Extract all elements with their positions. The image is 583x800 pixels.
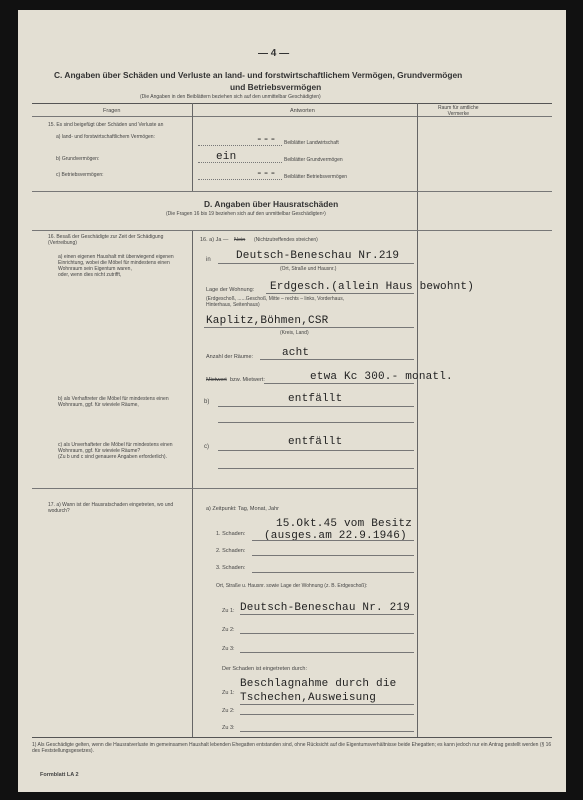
q16-bottom-rule (32, 488, 417, 489)
kreis-line (204, 327, 414, 328)
c-line-1 (218, 450, 414, 451)
answer-16-rooms: acht (282, 347, 310, 359)
answer-15c-count: --- (256, 168, 277, 180)
page-number: — 4 — (258, 48, 290, 59)
rooms-line (260, 359, 414, 360)
col-header-answers: Antworten (290, 108, 315, 114)
question-15a: a) land- und forstwirtschaftlichem Vermögen: (56, 134, 155, 140)
cause-3-line (240, 731, 414, 732)
answer-16b-label: b) (204, 399, 210, 405)
answer-15a-label: Beiblätter Landwirtschaft (284, 140, 339, 146)
damage-1-line-1: 15.Okt.45 vom Besitz (276, 518, 413, 530)
loc-2-label: Zu 2: (222, 627, 235, 633)
lage-caption: (Erdgeschoß, ......Geschoß, Mitte – rechts – links, Vorderhaus, Hinterhaus, Seitenhaus) (206, 296, 345, 308)
question-15c: c) Betriebsvermögen: (56, 172, 104, 178)
cause-1-line (240, 704, 414, 705)
answer-16c-label: c) (204, 444, 209, 450)
answer-16b: entfällt (288, 393, 343, 405)
lage-label: Lage der Wohnung: (206, 287, 255, 293)
section-d-top-rule (32, 230, 552, 231)
section-d-subtitle: (Die Fragen 16 bis 19 beziehen sich auf den unmittelbar Geschädigten¹) (166, 211, 326, 217)
answer-16-lage: Erdgesch.(allein Haus bewohnt) (270, 281, 475, 293)
place-line (218, 263, 414, 264)
cause-1-line-1: Beschlagnahme durch die (240, 678, 397, 690)
answer-15a-line (198, 145, 282, 146)
answer-16-kreis: Kaplitz,Böhmen,CSR (206, 315, 329, 327)
col-divider-1 (192, 103, 193, 191)
table-top-rule (32, 103, 552, 104)
question-16c: c) als Unverhafteter die Möbel für mindestens einen Wohnraum, ggf. für wieviele Räume? (Zu b und c sind genauere Angaben erforderlich). (58, 442, 173, 460)
col-header-notes: Raum für amtliche Vermerke (438, 105, 479, 117)
question-16: 16. Besaß der Geschädigte zur Zeit der Schädigung (Vertreibung) (48, 234, 164, 246)
form-id: Formblatt LA 2 (40, 772, 79, 778)
loc-3-label: Zu 3: (222, 646, 235, 652)
answer-15b-line (198, 162, 282, 163)
answer-15a-count: --- (256, 134, 277, 146)
damage-3-label: 3. Schaden: (216, 565, 246, 571)
question-15b: b) Grundvermögen: (56, 156, 100, 162)
answer-16-rent: etwa Kc 300.- monatl. (310, 371, 453, 383)
answer-15b-label: Beiblätter Grundvermögen (284, 157, 343, 163)
answer-16-place: Deutsch-Beneschau Nr.219 (236, 250, 400, 262)
loc-3-line (240, 652, 414, 653)
cause-1-line-2: Tschechen,Ausweisung (240, 692, 377, 704)
question-15: 15. Es sind beigefügt über Schäden und Verluste an (48, 122, 164, 128)
damage-1-line (252, 540, 414, 541)
section-c-title-line2: und Betriebsvermögen (230, 82, 322, 92)
section-c-title: C. Angaben über Schäden und Verluste an land- und forstwirtschaftlichem Vermögen, Grundvermögen (54, 70, 463, 80)
damage-2-label: 2. Schaden: (216, 548, 246, 554)
question-16a: a) einen eigenen Haushalt mit überwiegend eigenen Einrichtung, wobei die Möbel für mindestens einen Wohnraum sein Eigentum waren, oder, wenn dies nicht zutrifft, (58, 254, 174, 278)
table-bottom-rule (32, 737, 552, 738)
rent-label: bzw. Mietwert: (230, 377, 265, 383)
b-line-1 (218, 406, 414, 407)
cause-label: Der Schaden ist eingetreten durch: (222, 666, 307, 672)
kreis-caption: (Kreis, Land) (280, 330, 309, 336)
lage-line (266, 293, 414, 294)
damage-2-line (252, 555, 414, 556)
document-page (18, 10, 566, 792)
section-d-title: D. Angaben über Hausratschäden (204, 199, 339, 209)
place-caption: (Ort, Straße und Hausnr.) (280, 266, 337, 272)
answer-15c-label: Beiblätter Betriebsvermögen (284, 174, 348, 180)
rent-line (264, 383, 414, 384)
loc-2-line (240, 633, 414, 634)
c-line-2 (218, 468, 414, 469)
footnote: 1) Als Geschädigte gelten, wenn die Hausratverluste im gemeinsamen Haushalt lebenden Ehegatten entstanden sind, ohne Rücksicht auf die Eigentumsverhältnisse beide Ehegatten; es kann jedoch nur ein Antrag gestellt werden (§ 16 des Feststellungsgesetzes). (32, 742, 552, 754)
section-c-bottom-rule (32, 191, 552, 192)
col-divider-2 (417, 103, 418, 737)
answer-16a-prefix: 16. a) Ja — (200, 237, 229, 243)
answer-16a-struck: Nein (234, 237, 246, 243)
answer-16c: entfällt (288, 436, 343, 448)
cause-1-label: Zu 1: (222, 690, 235, 696)
in-label: in (206, 257, 211, 263)
damage-1-line-2: (ausges.am 22.9.1946) (264, 530, 407, 542)
loc-1-line (240, 614, 414, 615)
cause-2-line (240, 714, 414, 715)
section-c-subtitle: (Die Angaben in den Beiblättern beziehen sich auf den unmittelbar Geschädigten) (140, 94, 321, 100)
loc-1-value: Deutsch-Beneschau Nr. 219 (240, 602, 411, 614)
answer-15b-count: ein (216, 151, 237, 163)
cause-2-label: Zu 2: (222, 708, 235, 714)
damage-1-label: 1. Schaden: (216, 531, 246, 537)
col-header-questions: Fragen (103, 108, 121, 114)
col-divider-1b (192, 230, 193, 737)
question-17: 17. a) Wann ist der Hausratschaden eingetreten, wo und wodurch? (48, 502, 174, 514)
location-label: Ort, Straße u. Hausnr. sowie Lage der Wohnung (z. B. Erdgeschoß): (216, 583, 368, 589)
time-label: a) Zeitpunkt: Tag, Monat, Jahr (206, 506, 279, 512)
question-16b: b) als Verhaftreter die Möbel für mindestens einen Wohnraum, ggf. für wieviele Räume, (58, 396, 169, 408)
b-line-2 (218, 422, 414, 423)
answer-16a-note: (Nichtzutreffendes streichen) (254, 237, 318, 243)
rooms-label: Anzahl der Räume: (206, 354, 254, 360)
cause-3-label: Zu 3: (222, 725, 235, 731)
loc-1-label: Zu 1: (222, 608, 235, 614)
answer-15c-line (198, 179, 282, 180)
damage-3-line (252, 572, 414, 573)
rent-label-struck: Mietwert (206, 377, 227, 383)
